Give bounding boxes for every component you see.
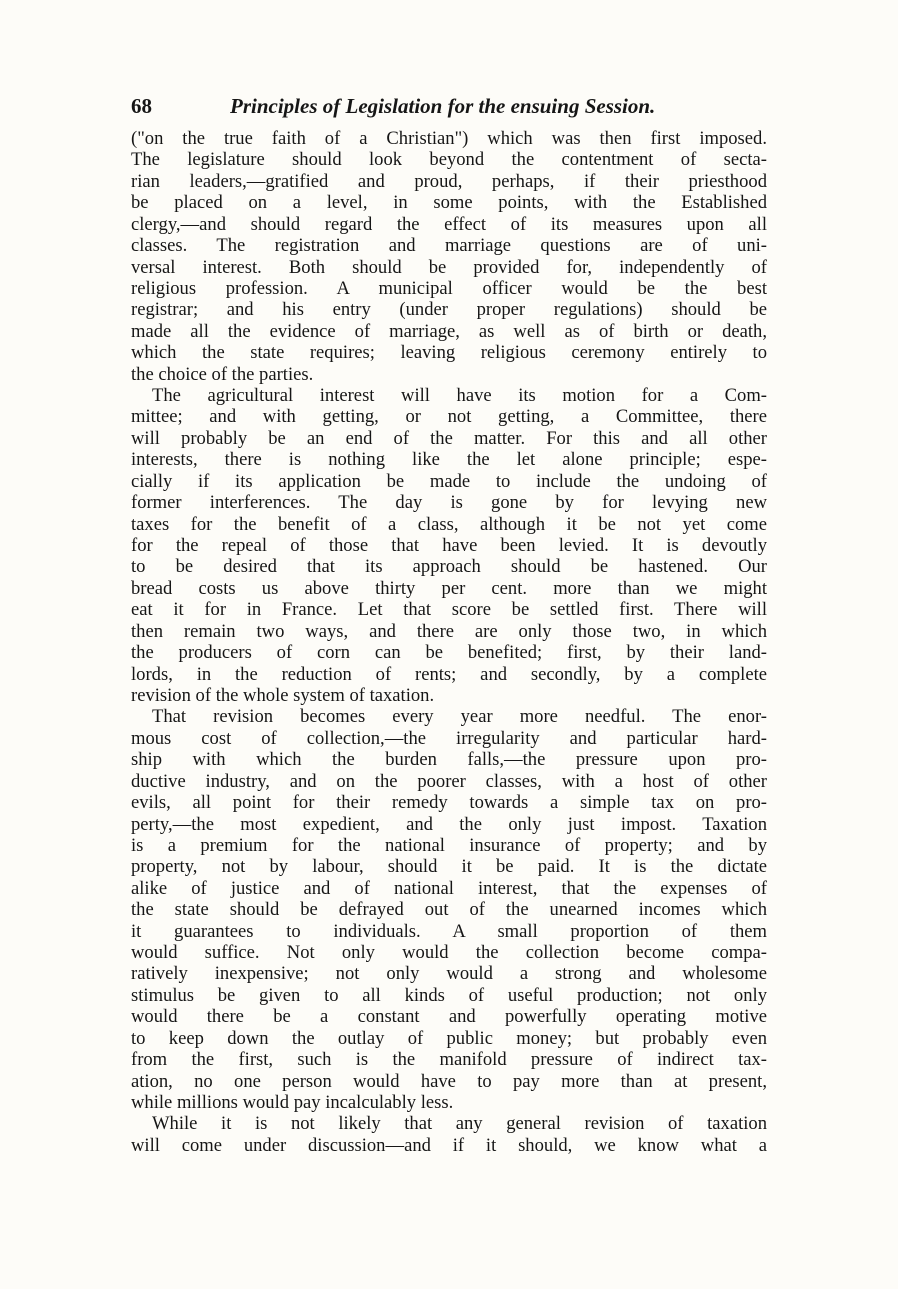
text-line: would suffice. Not only would the collection become compa- — [131, 942, 767, 964]
running-header — [131, 94, 771, 118]
text-line: from the first, such is the manifold pressure of indirect tax- — [131, 1049, 767, 1071]
text-line: interests, there is nothing like the let alone principle; espe- — [131, 449, 767, 471]
text-line: registrar; and his entry (under proper regulations) should be — [131, 299, 767, 321]
text-line: made all the evidence of marriage, as well as of birth or death, — [131, 320, 767, 342]
text-line: cially if its application be made to include the undoing of — [131, 470, 767, 492]
text-line: revision of the whole system of taxation. — [131, 684, 435, 706]
text-line: will come under discussion—and if it should, we know what a — [131, 1134, 767, 1156]
page-number: 68 — [131, 94, 152, 118]
text-line: the choice of the parties. — [131, 363, 314, 385]
text-line: lords, in the reduction of rents; and secondly, by a complete — [131, 663, 767, 685]
text-line: alike of justice and of national interest, that the expenses of — [131, 877, 767, 899]
text-line: religious profession. A municipal officer would be the best — [131, 277, 767, 299]
text-line: ductive industry, and on the poorer classes, with a host of other — [131, 770, 767, 792]
text-line: The agricultural interest will have its motion for a Com- — [152, 385, 767, 407]
text-line: That revision becomes every year more needful. The enor- — [152, 706, 767, 728]
text-line: eat it for in France. Let that score be settled first. There will — [131, 599, 767, 621]
text-line: mittee; and with getting, or not getting, a Committee, there — [131, 406, 767, 428]
paragraph-1 — [131, 128, 767, 385]
text-line: rian leaders,—gratified and proud, perhaps, if their priesthood — [131, 170, 767, 192]
text-line: clergy,—and should regard the effect of its measures upon all — [131, 213, 767, 235]
text-line: for the repeal of those that have been levied. It is devoutly — [131, 535, 767, 557]
text-line: while millions would pay incalculably less. — [131, 1091, 454, 1113]
text-line: will probably be an end of the matter. For this and all other — [131, 427, 767, 449]
text-line: ation, no one person would have to pay more than at present, — [131, 1070, 767, 1092]
paragraph-2 — [131, 385, 767, 706]
text-line: ("on the true faith of a Christian") which was then first imposed. — [131, 128, 767, 149]
paragraph-4 — [131, 1113, 767, 1156]
text-line: bread costs us above thirty per cent. more than we might — [131, 577, 767, 599]
text-line: property, not by labour, should it be paid. It is the dictate — [131, 856, 767, 878]
text-line: classes. The registration and marriage questions are of uni- — [131, 235, 767, 257]
text-line: stimulus be given to all kinds of useful production; not only — [131, 984, 767, 1006]
paragraph-3 — [131, 706, 767, 1113]
text-line: mous cost of collection,—the irregularity and particular hard- — [131, 727, 767, 749]
text-line: to be desired that its approach should be hastened. Our — [131, 556, 767, 578]
text-line: perty,—the most expedient, and the only just impost. Taxation — [131, 813, 767, 835]
text-line: former interferences. The day is gone by for levying new — [131, 492, 767, 514]
text-line: then remain two ways, and there are only those two, in which — [131, 620, 767, 642]
text-line: ship with which the burden falls,—the pressure upon pro- — [131, 749, 767, 771]
text-line: the producers of corn can be benefited; first, by their land- — [131, 642, 767, 664]
text-line: which the state requires; leaving religious ceremony entirely to — [131, 342, 767, 364]
text-line: versal interest. Both should be provided for, independently of — [131, 256, 767, 278]
text-line: is a premium for the national insurance of property; and by — [131, 834, 767, 856]
text-line: the state should be defrayed out of the unearned incomes which — [131, 899, 767, 921]
body-text — [131, 128, 767, 1156]
running-title: Principles of Legislation for the ensuing Session. — [230, 94, 656, 118]
text-line: be placed on a level, in some points, with the Established — [131, 192, 767, 214]
text-line: ratively inexpensive; not only would a strong and wholesome — [131, 963, 767, 985]
text-line: evils, all point for their remedy towards a simple tax on pro- — [131, 792, 767, 814]
text-line: would there be a constant and powerfully operating motive — [131, 1006, 767, 1028]
text-line: taxes for the benefit of a class, although it be not yet come — [131, 513, 767, 535]
text-line: it guarantees to individuals. A small proportion of them — [131, 920, 767, 942]
text-line: While it is not likely that any general revision of taxation — [152, 1113, 767, 1135]
text-line: to keep down the outlay of public money; but probably even — [131, 1027, 767, 1049]
text-line: The legislature should look beyond the contentment of secta- — [131, 149, 767, 171]
